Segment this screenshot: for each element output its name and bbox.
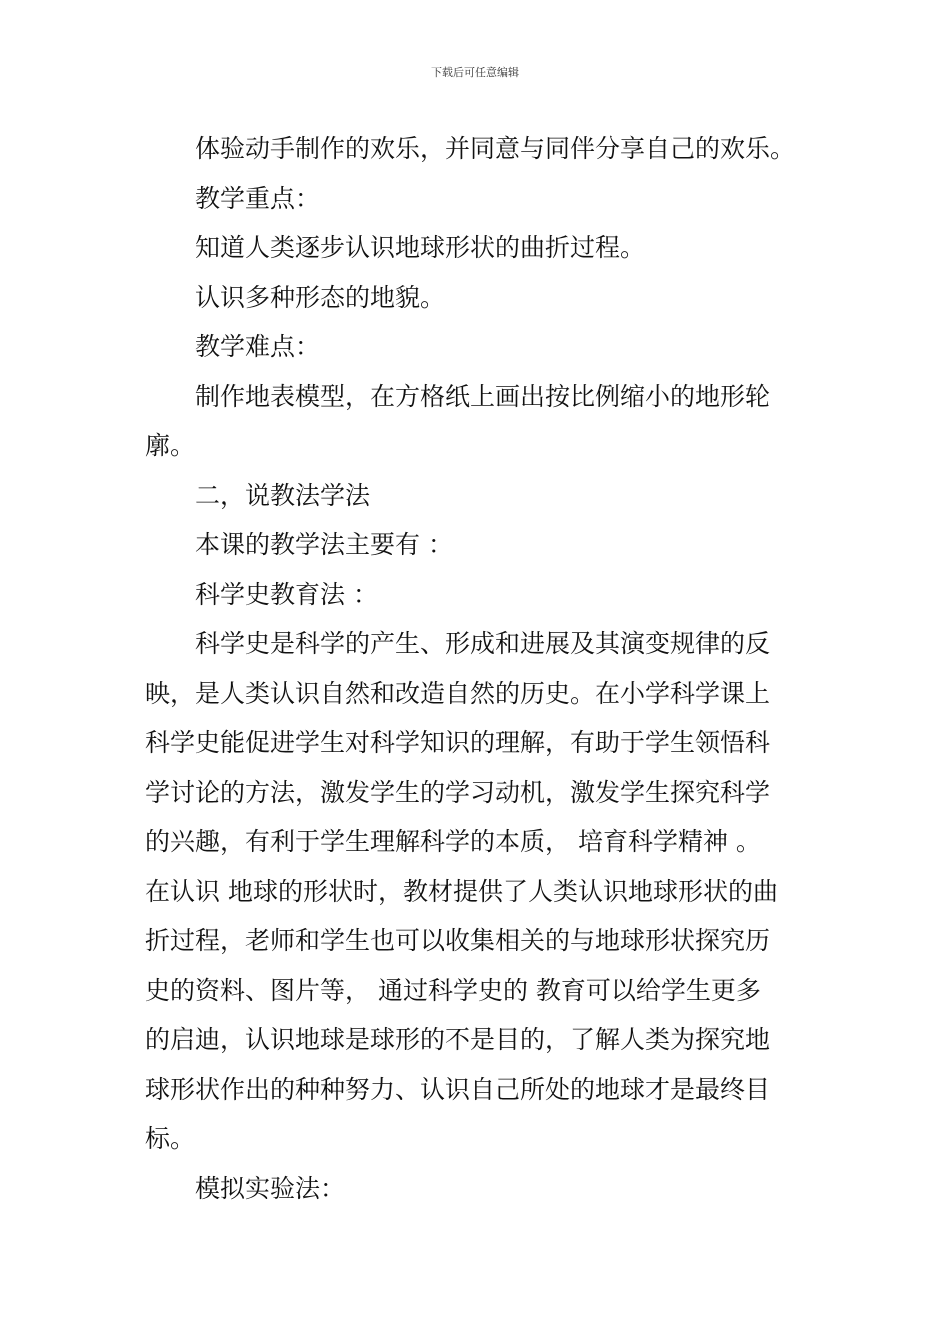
section-heading-difficulties: 教学难点：	[195, 332, 321, 361]
paragraph-line: 在认识 地球的形状时，教材提供了人类认识地球形状的曲	[145, 876, 778, 906]
section-heading-methods: 二，说教法学法	[195, 480, 371, 510]
paragraph-line: 的启迪，认识地球是球形的不是目的，了解人类为探究地	[145, 1025, 771, 1054]
paragraph-line: 制作地表模型，在方格纸上画出按比例缩小的地形轮	[195, 381, 771, 411]
paragraph-line: 的兴趣，有利于学生理解科学的本质， 培育科学精神 。	[145, 827, 761, 856]
subheading-science-history-method: 科学史教育法 ：	[195, 579, 378, 609]
paragraph-line: 知道人类逐步认识地球形状的曲折过程。	[195, 233, 646, 262]
document-body	[145, 124, 810, 1213]
paragraph-line: 球形状作出的种种努力、认识自己所处的地球才是最终目	[145, 1074, 771, 1104]
subheading-simulation-method: 模拟实验法：	[195, 1173, 346, 1203]
paragraph-line: 科学史能促进学生对科学知识的理解，有助于学生领悟科	[145, 728, 771, 757]
paragraph-line: 本课的教学法主要有 ：	[195, 530, 453, 559]
paragraph-line: 廓。	[145, 431, 196, 460]
page-header: 下载后可任意编辑	[431, 66, 519, 79]
paragraph-line: 史的资料、图片等， 通过科学史的 教育可以给学生更多	[145, 975, 761, 1005]
paragraph-line: 认识多种形态的地貌。	[195, 282, 446, 312]
paragraph-line: 折过程，老师和学生也可以收集相关的与地球形状探究历	[145, 926, 771, 955]
paragraph-line: 映，是人类认识自然和改造自然的历史。在小学科学课上	[145, 678, 771, 708]
section-heading-key-points: 教学重点：	[195, 183, 321, 213]
paragraph-line: 学讨论的方法，激发学生的学习动机，激发学生探究科学	[145, 777, 771, 807]
paragraph-line: 科学史是科学的产生、形成和进展及其演变规律的反	[195, 629, 771, 658]
paragraph-line: 体验动手制作的欢乐，并同意与同伴分享自己的欢乐。	[195, 134, 796, 163]
paragraph-line: 标。	[145, 1124, 196, 1153]
